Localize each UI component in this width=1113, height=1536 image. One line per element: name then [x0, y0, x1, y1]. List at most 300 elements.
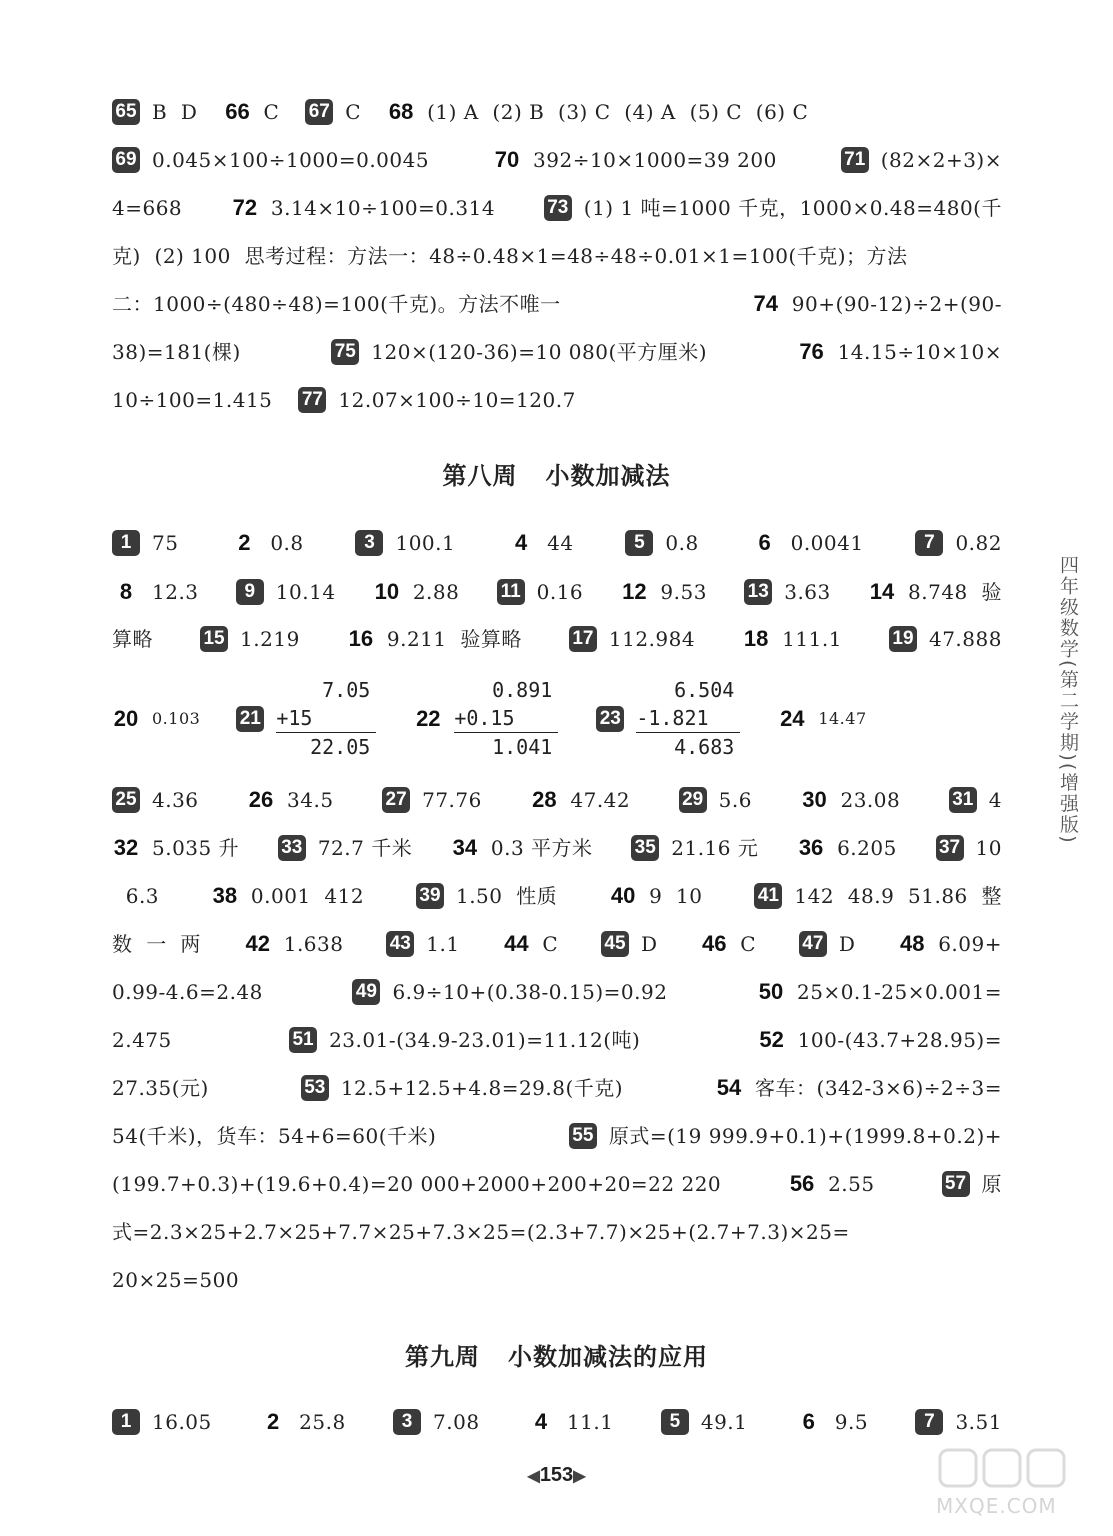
- answer-text: 0.82: [955, 531, 1002, 555]
- calc-top: 6.504: [674, 678, 735, 702]
- question-number: 31: [949, 787, 977, 813]
- week8-heading: [0, 456, 1113, 491]
- answer-text: 9.53: [660, 580, 707, 604]
- week8-title-topic: 小数加减法: [545, 462, 671, 490]
- question-number: 68: [388, 99, 414, 124]
- question-number: 45: [601, 931, 629, 957]
- question-number: 28: [532, 787, 557, 812]
- question-number: 67: [305, 99, 333, 125]
- question-number: 39: [416, 883, 444, 909]
- answer-item: [112, 929, 201, 959]
- question-number: 47: [799, 931, 827, 957]
- answer-item: [112, 577, 199, 607]
- answer-text: 克) (2) 100 思考过程：方法一：48÷0.48×1=48÷48÷0.01×1=100(千克)；方法: [112, 244, 908, 268]
- answer-item: [112, 1217, 850, 1247]
- answer-item: [661, 1407, 748, 1437]
- question-number: 29: [679, 787, 707, 813]
- answer-item: [112, 385, 272, 415]
- question-number: 21: [236, 706, 264, 732]
- answer-text: 44: [547, 531, 574, 555]
- answer-text: 2.88: [412, 580, 460, 604]
- answer-item: [112, 1169, 721, 1199]
- answer-text: 12.5+12.5+4.8=29.8(千克): [340, 1076, 624, 1100]
- answer-item: [305, 97, 361, 127]
- question-number: 32: [113, 835, 139, 860]
- answer-line: [112, 785, 1002, 815]
- answer-item: [700, 929, 756, 959]
- answer-text: 10.14: [275, 580, 336, 604]
- page-number-value: 153: [539, 1464, 574, 1486]
- answer-text: 12.3: [152, 580, 199, 604]
- question-number: 13: [744, 579, 772, 605]
- question-number: 35: [631, 835, 659, 861]
- answer-item: [112, 1025, 172, 1055]
- answer-item: [112, 97, 197, 127]
- answer-item: [631, 833, 758, 863]
- answer-item: [347, 624, 522, 654]
- answer-item: [231, 193, 495, 223]
- answer-text: 34.5: [287, 788, 334, 812]
- question-number: 14: [869, 579, 895, 604]
- answer-item: [609, 881, 702, 911]
- answer-line: [112, 833, 1002, 863]
- answer-item: [915, 528, 1002, 558]
- answer-text: 二：1000÷(480÷48)=100(千克)。方法不唯一: [112, 292, 561, 316]
- answer-text: 25.8: [299, 1410, 346, 1434]
- answer-text: 6.205: [837, 836, 897, 860]
- answer-text: 5.035 升: [152, 836, 240, 860]
- answer-text: 5.6: [718, 788, 752, 812]
- answer-text: C: [263, 100, 280, 124]
- question-number: 38: [212, 883, 238, 908]
- question-number: 33: [278, 835, 306, 861]
- question-number: 20: [113, 705, 139, 731]
- question-number: 18: [743, 626, 769, 651]
- answer-line: [112, 97, 1002, 127]
- week9-title-label: 第九周: [405, 1343, 480, 1371]
- question-number: 71: [841, 147, 869, 173]
- question-number: 70: [494, 147, 520, 172]
- answer-text: 21.16 元: [671, 836, 759, 860]
- answer-item: [620, 577, 707, 607]
- answer-text: 6.9÷10+(0.38-0.15)=0.92: [392, 980, 668, 1004]
- answer-item: [889, 624, 1002, 654]
- question-number: 6: [802, 1409, 815, 1434]
- vertical-calculations-row: [112, 676, 1002, 761]
- answer-line: [112, 337, 1002, 367]
- answer-text: 9.211 验算略: [386, 627, 522, 651]
- answer-text: 3.51: [955, 1410, 1002, 1434]
- answer-text: 0.8: [270, 531, 304, 555]
- answer-line: [112, 881, 1002, 911]
- answer-item: [544, 193, 1002, 223]
- answer-line: [112, 929, 1002, 959]
- answer-text: 392÷10×1000=39 200: [533, 148, 777, 172]
- answer-text: 49.1: [700, 1410, 748, 1434]
- question-number: 1: [112, 530, 140, 556]
- answer-text: 111.1: [782, 627, 842, 651]
- answer-item: [112, 977, 263, 1007]
- answer-item: [527, 1407, 614, 1437]
- answer-item: [788, 1169, 875, 1199]
- answer-text: D: [640, 932, 658, 956]
- answer-text: 54(千米)，货车：54+6=60(千米): [112, 1124, 437, 1148]
- answer-item: [382, 785, 482, 815]
- answer-text: 8.748 验: [908, 580, 1002, 604]
- answer-item: [352, 977, 667, 1007]
- question-number: 44: [504, 931, 529, 956]
- question-number: 17: [569, 626, 597, 652]
- answer-item: [387, 97, 808, 127]
- question-number: 48: [899, 931, 925, 956]
- answer-text: 16.05: [152, 1410, 212, 1434]
- question-number: 1: [112, 1409, 140, 1435]
- question-number: 73: [544, 195, 572, 221]
- answer-text: 14.15÷10×10×: [837, 340, 1002, 364]
- answer-line: [112, 145, 1002, 175]
- answer-line: [112, 241, 1002, 271]
- question-number: 72: [232, 195, 258, 220]
- answer-item: [751, 528, 864, 558]
- answer-item: [355, 528, 455, 558]
- answer-item: [601, 929, 658, 959]
- answer-text: 客车：(342-3×6)÷2÷3=: [755, 1076, 1002, 1100]
- question-number: 4: [514, 530, 528, 555]
- answer-item: [373, 577, 460, 607]
- answer-item: [112, 833, 239, 863]
- question-number: 51: [289, 1027, 317, 1053]
- answer-text: 11.1: [566, 1410, 614, 1434]
- question-number: 7: [915, 1409, 943, 1435]
- answer-line: [112, 385, 1002, 415]
- answer-item: [868, 577, 1002, 607]
- answer-item: [301, 1073, 623, 1103]
- answer-item: [200, 624, 300, 654]
- watermark-text: MXQE.COM: [936, 1494, 1057, 1518]
- question-number: 40: [610, 883, 636, 908]
- question-number: 24: [780, 705, 805, 731]
- vertical-addition-21: [276, 676, 376, 761]
- answer-item: [742, 624, 842, 654]
- answer-item: [230, 528, 303, 558]
- question-number: 37: [936, 835, 964, 861]
- answer-line: [112, 193, 1002, 223]
- answer-text: (1) 1 吨=1000 千克，1000×0.48=480(千: [583, 196, 1002, 220]
- answer-text: 数 一 两: [112, 932, 201, 956]
- answer-text: 6.09+: [938, 932, 1002, 956]
- question-number: 55: [569, 1123, 597, 1149]
- answer-line: [112, 624, 1002, 654]
- answer-text: 原式=(19 999.9+0.1)+(1999.8+0.2)+: [608, 1124, 1002, 1148]
- right-arrow-icon: ▶: [573, 1468, 586, 1485]
- answer-text: 0.045×100÷1000=0.0045: [152, 148, 430, 172]
- calc-result: 1.041: [492, 735, 553, 759]
- answer-text: 4: [988, 788, 1002, 812]
- answer-item: [298, 385, 575, 415]
- question-number: 25: [112, 787, 140, 813]
- answer-text: 38)=181(棵): [112, 340, 241, 364]
- answer-text: (82×2+3)×: [880, 148, 1002, 172]
- answer-item: [799, 929, 856, 959]
- answer-text: 9 10: [649, 884, 703, 908]
- question-number: 54: [716, 1075, 742, 1100]
- answer-text: B D: [152, 100, 198, 124]
- answer-item: [493, 145, 777, 175]
- answer-item: [752, 289, 1002, 319]
- answer-line: [112, 528, 1002, 558]
- answer-line: [112, 1121, 1002, 1151]
- question-number: 74: [753, 291, 779, 316]
- watermark-logo-icon: [936, 1444, 1096, 1494]
- answer-item: [112, 1265, 239, 1295]
- answer-text: 47.42: [570, 788, 631, 812]
- answer-text: 0.001 412: [250, 884, 365, 908]
- answer-item: [795, 1407, 868, 1437]
- answer-item: [278, 833, 412, 863]
- answer-text: 0.3 平方米: [490, 836, 593, 860]
- answer-line: [112, 977, 1002, 1007]
- calc-operand: -1.821: [636, 704, 740, 733]
- answer-item: [915, 1407, 1002, 1437]
- answer-item: [112, 1407, 212, 1437]
- question-number: 26: [248, 787, 274, 812]
- answer-item: [898, 929, 1002, 959]
- answer-text: 112.984: [608, 627, 696, 651]
- question-number: 53: [301, 1075, 329, 1101]
- question-number: 11: [497, 579, 525, 605]
- week8-title-label: 第八周: [442, 462, 518, 490]
- question-number: 19: [889, 626, 917, 652]
- answer-line: [112, 1073, 1002, 1103]
- side-book-title: 四年级数学(第二学期)(增强版): [1057, 555, 1079, 845]
- question-number: 22: [416, 705, 441, 731]
- answer-text: 0.8: [665, 531, 699, 555]
- answer-item: [223, 97, 279, 127]
- answer-text: 27.35(元): [112, 1076, 209, 1100]
- answer-item: [247, 785, 334, 815]
- question-number: 77: [298, 387, 326, 413]
- question-number: 52: [759, 1027, 784, 1052]
- answer-item: [112, 145, 429, 175]
- question-number: 3: [355, 530, 383, 556]
- answer-text: 0.99-4.6=2.48: [112, 980, 263, 1004]
- question-number: 10: [374, 579, 400, 604]
- answer-line: [112, 577, 1002, 607]
- answer-text: 1.50 性质: [455, 884, 558, 908]
- answer-item: [416, 881, 557, 911]
- answer-item: [507, 528, 573, 558]
- answer-item: [112, 528, 178, 558]
- vertical-addition-22: [454, 676, 558, 761]
- answer-text: 100-(43.7+28.95)=: [797, 1028, 1002, 1052]
- calc-operand: +15: [276, 704, 376, 733]
- answer-text: 式=2.3×25+2.7×25+7.7×25+7.3×25=(2.3+7.7)×25+(2.7+7.3)×25=: [112, 1220, 850, 1244]
- answer-line: [112, 1169, 1002, 1199]
- answer-item: [679, 785, 752, 815]
- answer-text: 9.5: [834, 1410, 869, 1434]
- question-number: 12: [622, 579, 647, 604]
- answer-text: 14.47: [818, 709, 867, 728]
- answer-text: 0.0041: [790, 531, 864, 555]
- question-number: 23: [596, 706, 624, 732]
- question-number: 76: [799, 339, 824, 364]
- question-number: 42: [245, 931, 270, 956]
- question-number: 57: [942, 1171, 970, 1197]
- answer-text: 0.16: [536, 580, 584, 604]
- answer-text: 20×25=500: [112, 1268, 240, 1292]
- answer-text: 1.219: [240, 627, 300, 651]
- answer-text: (199.7+0.3)+(19.6+0.4)=20 000+2000+200+20=22 220: [112, 1172, 722, 1196]
- answer-text: 77.76: [422, 788, 482, 812]
- left-arrow-icon: ◀: [527, 1468, 540, 1485]
- answer-text: 0.103: [152, 709, 201, 728]
- question-number: 34: [452, 835, 478, 860]
- answer-item: [502, 929, 558, 959]
- question-number: 3: [393, 1409, 421, 1435]
- question-number: 2: [267, 1409, 280, 1434]
- answer-item: [211, 881, 364, 911]
- answer-item: [758, 1025, 1002, 1055]
- question-number: 65: [112, 99, 140, 125]
- answer-text: 2.55: [828, 1172, 875, 1196]
- watermark: [936, 1444, 1104, 1524]
- answer-text: 4=668: [112, 196, 183, 220]
- answer-item: [112, 193, 182, 223]
- answer-text: 47.888: [928, 627, 1002, 651]
- answer-item: [744, 577, 831, 607]
- answer-item: [393, 1407, 480, 1437]
- answer-text: 1.1: [426, 932, 460, 956]
- question-number: 41: [754, 883, 782, 909]
- answer-text: 3.63: [784, 580, 831, 604]
- answer-text: 100.1: [395, 531, 456, 555]
- question-number: 69: [112, 147, 140, 173]
- calc-operand: +0.15: [454, 704, 558, 733]
- answer-text: C: [345, 100, 362, 124]
- answer-text: 6.3: [112, 884, 160, 908]
- question-number: 30: [802, 787, 827, 812]
- answer-text: 120×(120-36)=10 080(平方厘米): [371, 340, 708, 364]
- answer-item: [569, 1121, 1002, 1151]
- answer-text: 2.475: [112, 1028, 172, 1052]
- answer-text: 23.08: [840, 788, 901, 812]
- calc-top: 7.05: [322, 678, 371, 702]
- answer-item: [530, 785, 630, 815]
- question-number: 8: [119, 579, 133, 604]
- answer-item: [754, 881, 1002, 911]
- answer-text: 原: [981, 1172, 1002, 1196]
- answer-text: 75: [152, 531, 179, 555]
- vertical-subtraction-23: [636, 676, 740, 761]
- week9-title-topic: 小数加减法的应用: [508, 1343, 708, 1371]
- answer-text: 90+(90-12)÷2+(90-: [791, 292, 1002, 316]
- calc-top: 0.891: [492, 678, 553, 702]
- answer-item: [798, 337, 1002, 367]
- answer-line: [112, 289, 1002, 319]
- answer-text: 12.07×100÷10=120.7: [338, 388, 576, 412]
- answer-text: 10: [975, 836, 1002, 860]
- answer-item: [715, 1073, 1002, 1103]
- answer-item: [112, 1073, 209, 1103]
- answer-text: C: [740, 932, 757, 956]
- question-number: 49: [352, 979, 380, 1005]
- answer-text: 142 48.9 51.86 整: [794, 884, 1002, 908]
- question-number: 36: [798, 835, 824, 860]
- answer-text: 23.01-(34.9-23.01)=11.12(吨): [329, 1028, 641, 1052]
- question-number: 50: [758, 979, 784, 1004]
- calc-result: 4.683: [674, 735, 735, 759]
- answer-item: [841, 145, 1002, 175]
- answer-text: (1) A (2) B (3) C (4) A (5) C (6) C: [427, 100, 809, 124]
- question-number: 46: [702, 931, 727, 956]
- question-number: 16: [348, 626, 374, 651]
- question-number: 7: [915, 530, 943, 556]
- question-number: 5: [661, 1409, 689, 1435]
- answer-item: [112, 785, 199, 815]
- answer-text: D: [838, 932, 856, 956]
- answer-item: [236, 577, 336, 607]
- answer-item: [936, 833, 1002, 863]
- answer-item: [112, 624, 153, 654]
- answer-item: [949, 785, 1002, 815]
- answer-text: 算略: [112, 627, 153, 651]
- answer-item: [451, 833, 593, 863]
- answer-item: [757, 977, 1002, 1007]
- question-number: 15: [200, 626, 228, 652]
- question-number: 75: [331, 339, 359, 365]
- answer-line: [112, 1265, 1002, 1295]
- question-number: 56: [789, 1171, 815, 1196]
- question-number: 43: [386, 931, 414, 957]
- answer-text: 10÷100=1.415: [112, 388, 273, 412]
- week9-heading: [0, 1337, 1113, 1372]
- answer-item: [112, 881, 159, 911]
- answer-item: [625, 528, 698, 558]
- answer-item: [112, 289, 561, 319]
- answer-item: [497, 577, 584, 607]
- question-number: 4: [534, 1409, 548, 1434]
- calc-result: 22.05: [310, 735, 371, 759]
- answer-item: [569, 624, 695, 654]
- answer-text: 1.638: [283, 932, 344, 956]
- answer-item: [112, 1121, 436, 1151]
- answer-line: [112, 1025, 1002, 1055]
- answer-line: [112, 1217, 1002, 1247]
- question-number: 2: [238, 530, 251, 555]
- answer-item: [112, 337, 241, 367]
- answer-item: [942, 1169, 1003, 1199]
- answer-text: 4.36: [152, 788, 199, 812]
- answer-line: [112, 1407, 1002, 1437]
- answer-item: [259, 1407, 346, 1437]
- answer-text: 7.08: [433, 1410, 480, 1434]
- question-number: 9: [236, 579, 264, 605]
- answer-item: [800, 785, 900, 815]
- question-number: 66: [225, 99, 250, 124]
- answer-item: [112, 241, 908, 271]
- question-number: 27: [382, 787, 410, 813]
- answer-item: [797, 833, 897, 863]
- question-number: 5: [625, 530, 653, 556]
- answer-text: 25×0.1-25×0.001=: [796, 980, 1002, 1004]
- answer-item: [289, 1025, 640, 1055]
- answer-item: [244, 929, 344, 959]
- answer-text: 72.7 千米: [317, 836, 413, 860]
- answer-item: [331, 337, 707, 367]
- question-number: 6: [758, 530, 771, 555]
- answer-text: C: [542, 932, 559, 956]
- answer-item: [386, 929, 459, 959]
